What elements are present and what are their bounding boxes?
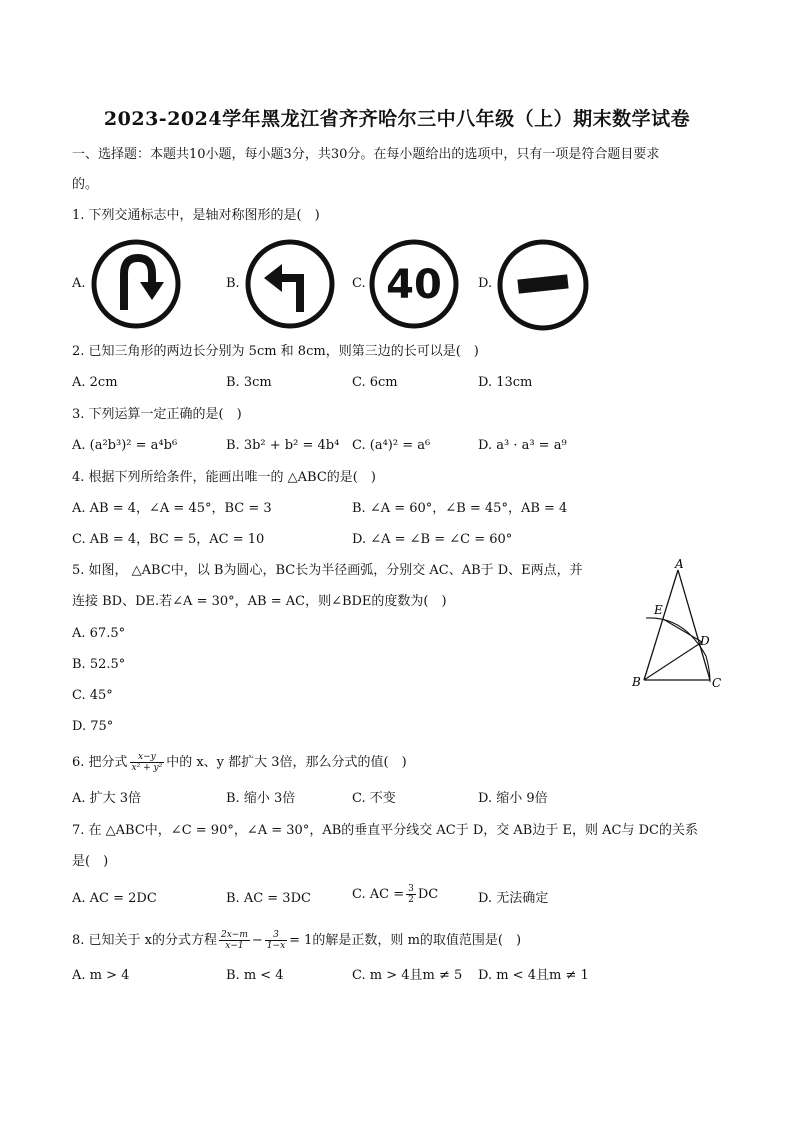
q7-option-c-suffix: DC	[417, 887, 439, 902]
q8-fraction-1	[219, 930, 250, 951]
q3-option-a: A. (a²b³)² = a⁴b⁶	[72, 438, 178, 453]
q8-fraction-2	[265, 930, 287, 951]
q1-label-a: A.	[72, 276, 86, 291]
q6-fraction-denominator: x² + y²	[131, 763, 163, 773]
figure-label-e: E	[654, 603, 663, 617]
q6-fraction	[130, 752, 165, 773]
q7-stem-line2: 是( )	[72, 854, 109, 869]
q6-stem-suffix: 中的 x、y 都扩大 3倍，那么分式的值( )	[166, 755, 407, 770]
q3-option-d: D. a³ · a³ = a⁹	[478, 438, 567, 453]
q7-option-d: D. 无法确定	[478, 891, 549, 906]
q7-option-c-prefix: C. AC =	[352, 887, 405, 902]
q8-fraction-2-numerator: 3	[265, 930, 287, 941]
q1-label-d: D.	[478, 276, 493, 291]
q8-option-b: B. m < 4	[226, 968, 284, 983]
q5-option-c: C. 45°	[72, 688, 113, 703]
q6-stem	[72, 752, 407, 773]
q7-stem-line1: 7. 在 △ABC中，∠C = 90°，∠A = 30°，AB的垂直平分线交 AC于 D，交 AB边于 E，则 AC与 DC的关系	[72, 823, 698, 838]
figure-label-c: C	[712, 676, 722, 690]
q5-option-b: B. 52.5°	[72, 657, 126, 672]
q4-option-b: B. ∠A = 60°，∠B = 45°，AB = 4	[352, 501, 568, 516]
q8-minus-sign: −	[251, 933, 263, 948]
q5-option-a: A. 67.5°	[72, 626, 126, 641]
no-entry-sign-icon	[496, 238, 590, 332]
figure-label-d: D	[700, 634, 710, 648]
speed-limit-40-sign-icon	[368, 238, 460, 330]
q8-option-a: A. m > 4	[72, 968, 130, 983]
q8-stem-prefix: 8. 已知关于 x的分式方程	[72, 933, 217, 948]
q3-option-c: C. (a⁴)² = a⁶	[352, 438, 431, 453]
q4-option-d: D. ∠A = ∠B = ∠C = 60°	[352, 532, 513, 547]
q7-option-c	[352, 884, 438, 905]
section-instructions-line1: 一、选择题：本题共10小题，每小题3分，共30分。在每小题给出的选项中，只有一项是符合题目要求	[72, 147, 660, 162]
q2-stem: 2. 已知三角形的两边长分别为 5cm 和 8cm，则第三边的长可以是( )	[72, 344, 479, 359]
q4-option-c: C. AB = 4，BC = 5，AC = 10	[72, 532, 265, 547]
q7-option-a: A. AC = 2DC	[72, 891, 157, 906]
q1-label-c: C.	[352, 276, 366, 291]
left-turn-sign-icon	[244, 238, 336, 330]
q6-stem-prefix: 6. 把分式	[72, 755, 128, 770]
q8-stem	[72, 930, 521, 951]
page-title: 2023-2024学年黑龙江省齐齐哈尔三中八年级（上）期末数学试卷	[103, 108, 691, 130]
q7-option-b: B. AC = 3DC	[226, 891, 311, 906]
q8-fraction-1-numerator: 2x−m	[221, 930, 248, 940]
q8-option-c: C. m > 4且m ≠ 5	[352, 968, 463, 983]
q4-stem: 4. 根据下列所给条件，能画出唯一的 △ABC的是( )	[72, 470, 376, 485]
q8-stem-suffix: = 1的解是正数，则 m的取值范围是( )	[289, 933, 522, 948]
q5-stem-line1: 5. 如图， △ABC中，以 B为圆心，BC长为半径画弧，分别交 AC、AB于 D、E两点，并	[72, 563, 583, 578]
q6-fraction-numerator: x−y	[130, 752, 165, 763]
q8-fraction-1-denominator: x−1	[225, 941, 244, 951]
q2-option-a: A. 2cm	[72, 375, 118, 390]
q1-stem: 1. 下列交通标志中，是轴对称图形的是( )	[72, 208, 320, 223]
q5-triangle-figure	[626, 556, 730, 694]
section-instructions-line2: 的。	[72, 177, 99, 192]
q6-option-b: B. 缩小 3倍	[226, 791, 296, 806]
q6-option-c: C. 不变	[352, 791, 396, 806]
q4-option-a: A. AB = 4，∠A = 45°，BC = 3	[72, 501, 272, 516]
q1-label-b: B.	[226, 276, 240, 291]
q3-option-b: B. 3b² + b² = 4b⁴	[226, 438, 340, 453]
q2-option-d: D. 13cm	[478, 375, 533, 390]
q6-option-d: D. 缩小 9倍	[478, 791, 548, 806]
q7-option-c-numerator: 3	[408, 884, 414, 894]
speed-limit-text: 40	[386, 262, 442, 308]
figure-label-a: A	[675, 557, 684, 571]
q7-option-c-denominator: 2	[408, 895, 414, 905]
q2-option-b: B. 3cm	[226, 375, 272, 390]
q2-option-c: C. 6cm	[352, 375, 398, 390]
q5-stem-line2: 连接 BD、DE.若∠A = 30°，AB = AC，则∠BDE的度数为( )	[72, 594, 447, 609]
q8-option-d: D. m < 4且m ≠ 1	[478, 968, 589, 983]
figure-label-b: B	[632, 675, 641, 689]
q5-option-d: D. 75°	[72, 719, 114, 734]
q3-stem: 3. 下列运算一定正确的是( )	[72, 407, 242, 422]
q6-option-a: A. 扩大 3倍	[72, 791, 142, 806]
u-turn-sign-icon	[90, 238, 182, 330]
q7-option-c-fraction	[406, 884, 416, 905]
q8-fraction-2-denominator: 1−x	[266, 941, 286, 951]
